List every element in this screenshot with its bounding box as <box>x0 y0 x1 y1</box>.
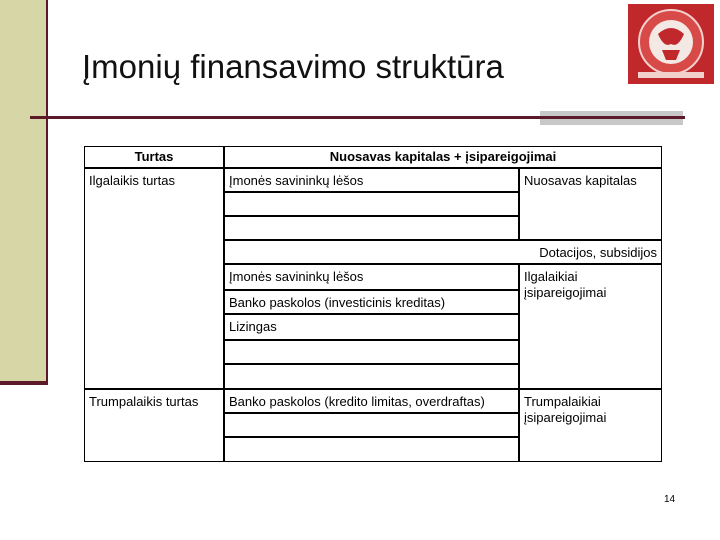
financing-structure-table <box>84 146 662 462</box>
page-number: 14 <box>664 494 676 505</box>
cell-bank-loans-investment: Banko paskolos (investicinis kreditas) <box>224 290 519 314</box>
cell-leasing: Lizingas <box>224 314 519 340</box>
university-logo <box>628 4 714 84</box>
cell-equity: Nuosavas kapitalas <box>519 168 662 240</box>
cell-empty <box>224 364 519 389</box>
cell-long-term-liabilities: Ilgalaikiai įsipareigojimai <box>519 264 662 389</box>
cell-empty <box>224 192 519 216</box>
side-decoration-line <box>46 0 48 385</box>
table-header-equity-liabilities: Nuosavas kapitalas + įsipareigojimai <box>224 146 662 168</box>
cell-owners-funds-1: Įmonės savininkų lėšos <box>224 168 519 192</box>
side-decoration-underline <box>0 381 48 385</box>
cell-empty <box>224 340 519 364</box>
slide-title: Įmonių finansavimo struktūra <box>82 48 504 85</box>
cell-empty <box>224 437 519 462</box>
side-decoration-bar <box>0 0 46 383</box>
cell-current-assets: Trumpalaikis turtas <box>84 389 224 462</box>
cell-empty <box>224 413 519 437</box>
title-rule <box>30 116 685 119</box>
cell-current-liabilities: Trumpalaikiai įsipareigojimai <box>519 389 662 462</box>
cell-bank-loans-credit-limit: Banko paskolos (kredito limitas, overdraftas) <box>224 389 519 413</box>
cell-owners-funds-2: Įmonės savininkų lėšos <box>224 264 519 290</box>
cell-grants-subsidies: Dotacijos, subsidijos <box>224 240 662 264</box>
table-header-assets: Turtas <box>84 146 224 168</box>
cell-long-term-assets: Ilgalaikis turtas <box>84 168 224 389</box>
cell-empty <box>224 216 519 240</box>
